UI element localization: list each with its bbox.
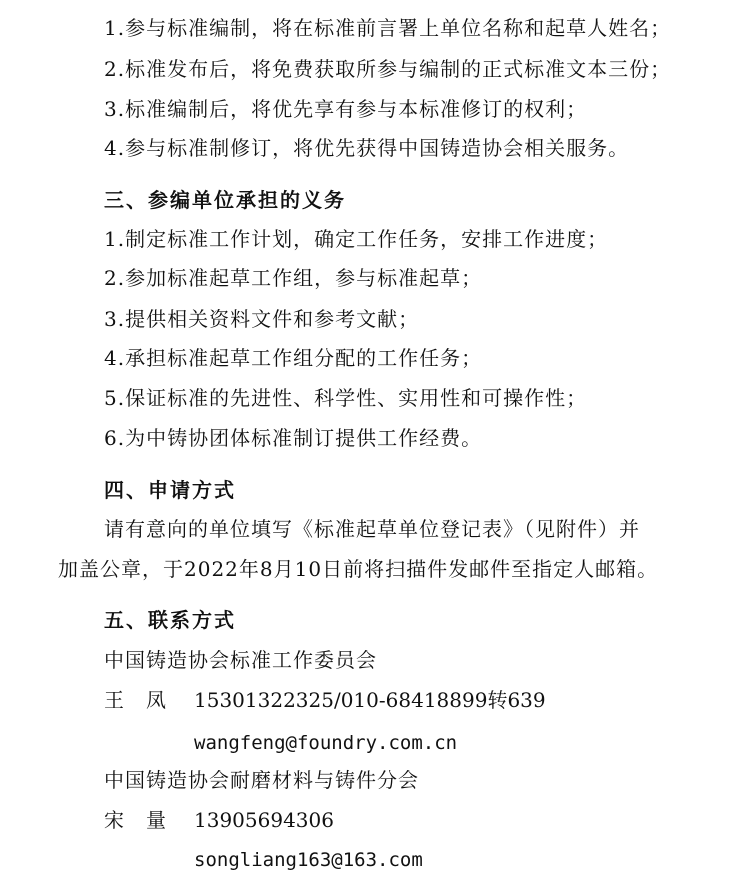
obligation-item-1: 1.制定标准工作计划，确定工作任务，安排工作进度； xyxy=(104,227,609,251)
obligation-item-3: 3.提供相关资料文件和参考文献； xyxy=(104,307,420,331)
obligation-item-5: 5.保证标准的先进性、科学性、实用性和可操作性； xyxy=(104,386,588,410)
contact-person-2-email: songliang163@163.com xyxy=(194,849,423,871)
contact-heading: 五、联系方式 xyxy=(104,608,236,632)
contact-person-2-phone: 13905694306 xyxy=(194,808,334,832)
obligations-heading: 三、参编单位承担的义务 xyxy=(104,188,346,212)
benefit-item-4: 4.参与标准制修订，将优先获得中国铸造协会相关服务。 xyxy=(104,136,630,160)
contact-person-1-email: wangfeng@foundry.com.cn xyxy=(194,732,458,754)
contact-person-1-name: 王凤 xyxy=(104,688,188,712)
benefit-item-2: 2.标准发布后，将免费获取所参与编制的正式标准文本三份； xyxy=(104,57,672,81)
benefit-item-1: 1.参与标准编制，将在标准前言署上单位名称和起草人姓名； xyxy=(104,16,672,40)
contact-org-1: 中国铸造协会标准工作委员会 xyxy=(104,648,377,672)
obligation-item-6: 6.为中铸协团体标准制订提供工作经费。 xyxy=(104,426,483,450)
contact-person-1-phone: 15301322325/010-68418899转639 xyxy=(194,688,546,712)
obligation-item-2: 2.参加标准起草工作组，参与标准起草； xyxy=(104,266,483,290)
application-paragraph-line-2: 加盖公章，于2022年8月10日前将扫描件发邮件至指定人邮箱。 xyxy=(58,557,659,581)
obligation-item-4: 4.承担标准起草工作组分配的工作任务； xyxy=(104,346,483,370)
contact-org-2: 中国铸造协会耐磨材料与铸件分会 xyxy=(104,768,419,792)
contact-person-2-name: 宋量 xyxy=(104,808,188,832)
application-heading: 四、申请方式 xyxy=(104,478,236,502)
benefit-item-3: 3.标准编制后，将优先享有参与本标准修订的权利； xyxy=(104,97,588,121)
application-paragraph-line-1: 请有意向的单位填写《标准起草单位登记表》（见附件）并 xyxy=(104,517,640,541)
